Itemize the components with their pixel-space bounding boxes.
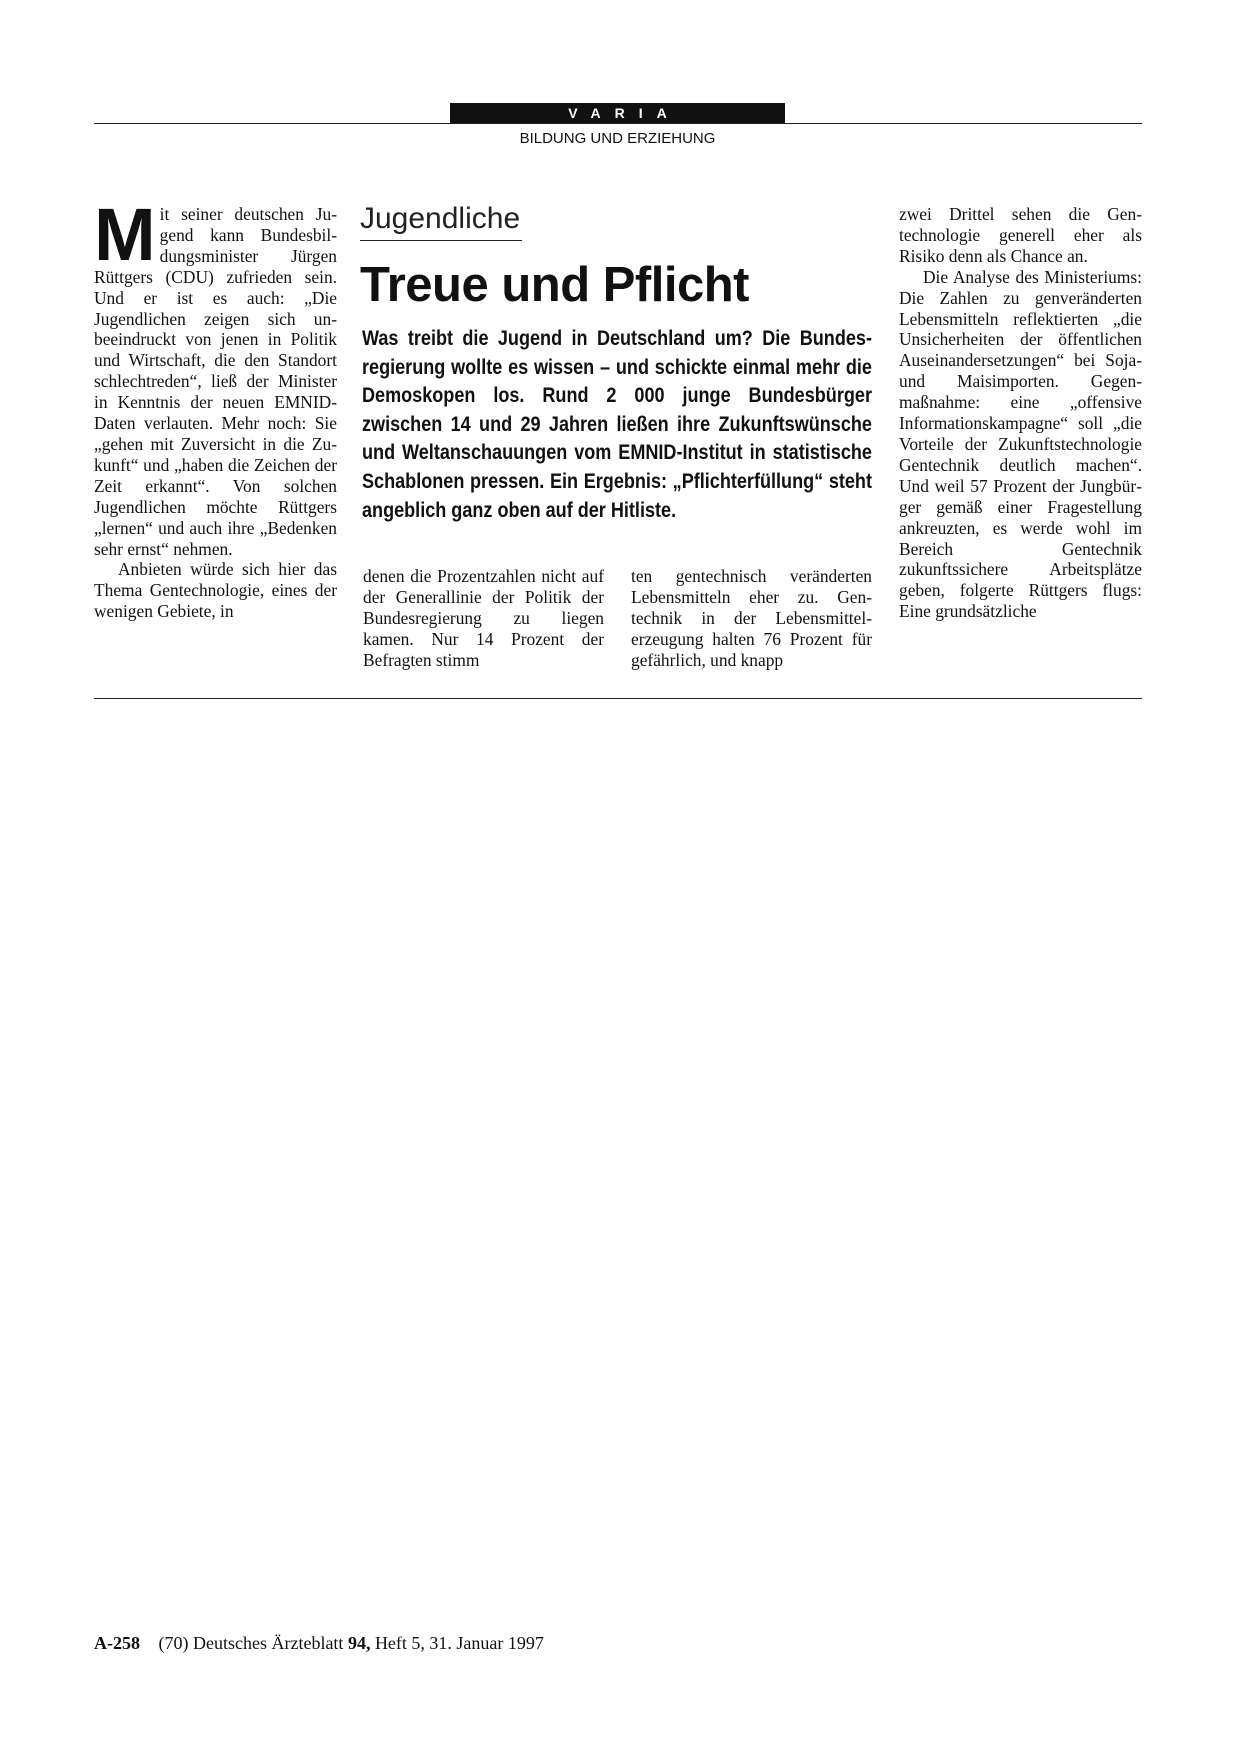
citation-volume: 94,: [347, 1633, 371, 1653]
text-column-3: [631, 566, 872, 671]
section-label: BILDUNG UND ERZIEHUNG: [519, 130, 716, 147]
varia-section-bar: VARIA: [450, 103, 785, 124]
article-lead: Was treibt die Jugend in Deutschland um? Die Bundesregierung wollte es wissen – und schickte einmal mehr die Demoskopen los. Rund 2 000 junge Bundesbürger zwischen 14 und 29 Jahren ließen ihre Zukunftswünsche und Weltanschauungen vom EMNID-Institut in statistische Schablonen pressen. Ein Ergebnis: „Pflichterfüllung“ steht angeblich ganz oben auf der Hitliste.: [362, 327, 872, 522]
drop-cap: M: [94, 193, 156, 276]
column-1-paragraph-1: [94, 193, 337, 559]
article-kicker: Jugendliche: [360, 200, 522, 241]
column-4-paragraph-2: Die Analyse des Ministeriums: Die Zahlen zu genveränderten Lebensmitteln reflektierten „die Unsicherheiten der öffentlichen Auseinandersetzungen“ bei Soja- und Maisimporten. Gegenmaßnahme: eine „offensive Informationskampagne“ soll „die Vorteile der Zukunftstechnologie Gentechnik deutlich machen“. Und weil 57 Prozent der Jungbürger gemäß einer Fragestellung ankreuzten, es werde wohl im Bereich Gentechnik zukunftssichere Arbeitsplätze geben, folgerte Rüttgers flugs: Eine grundsätzliche: [899, 266, 1142, 622]
column-2-paragraph-1: denen die Prozentzahlen nicht auf der Generallinie der Politik der Bundesregierung zu liegen kamen. Nur 14 Prozent der Befragten stimm: [363, 566, 604, 670]
top-rule: [94, 123, 1142, 124]
column-3-paragraph-1: ten gentechnisch veränderten Lebensmitteln eher zu. Gentechnik in der Lebensmittelerzeugung halten 76 Prozent für gefährlich, und knapp: [631, 566, 872, 670]
page-number: A-258: [94, 1633, 140, 1653]
column-1-paragraph-2: Anbieten würde sich hier das Thema Gentechnologie, eines der wenigen Gebiete, in: [94, 559, 337, 622]
text-column-1: [94, 193, 337, 622]
citation-prefix: (70) Deutsches Ärzteblatt: [158, 1633, 344, 1653]
citation-suffix: Heft 5, 31. Januar 1997: [374, 1633, 544, 1653]
column-4-paragraph-1: zwei Drittel sehen die Gentechnologie generell eher als Risiko denn als Chance an.: [899, 204, 1142, 266]
page-footer: [94, 1631, 544, 1655]
article-headline: Treue und Pflicht: [360, 258, 749, 312]
column-1-paragraph-1-text: it seiner deutschen Jugend kann Bundesbildungsminister Jürgen Rüttgers (CDU) zufrieden sein. Und er ist es auch: „Die Jugendlichen zeigen sich unbeeindruckt von jenen in Politik und Wirtschaft, die den Standort schlechtreden“, ließ der Minister in Kenntnis der neuen EMNID-Daten verlauten. Mehr noch: Sie „gehen mit Zuversicht in die Zukunft“ und „haben die Zeichen der Zeit erkannt“. Von solchen Jugendlichen möchte Rüttgers „lernen“ und auch ihre „Bedenken sehr ernst“ nehmen.: [94, 204, 337, 559]
text-column-4: [899, 204, 1142, 622]
text-column-2: [363, 566, 604, 671]
bottom-rule: [94, 698, 1142, 699]
